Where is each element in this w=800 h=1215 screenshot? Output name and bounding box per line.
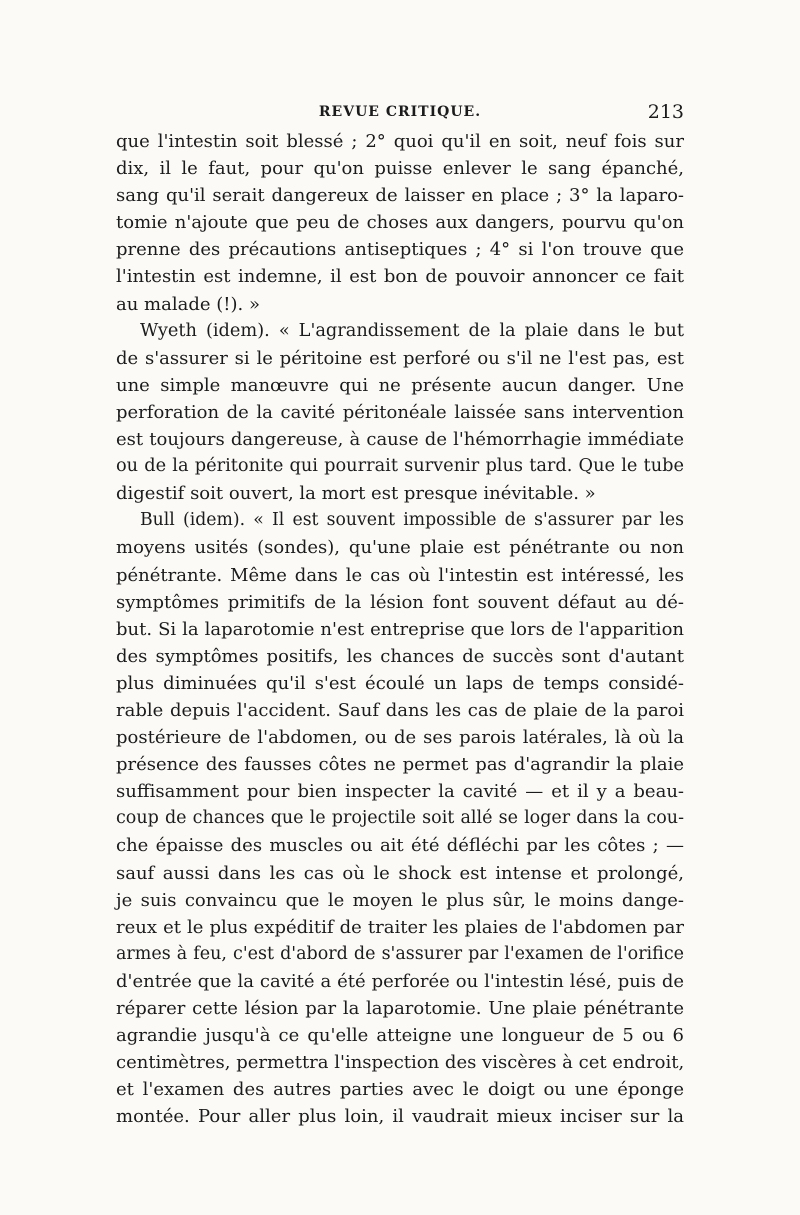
text-line: plus diminuées qu'il s'est écoulé un laps de temps considé-	[116, 672, 684, 694]
running-title: REVUE CRITIQUE.	[318, 104, 482, 120]
page-number: 213	[647, 101, 684, 123]
text-line: je suis convaincu que le moyen le plus sûr, le moins dange-	[116, 889, 684, 911]
text-line: rable depuis l'accident. Sauf dans les cas de plaie de la paroi	[116, 699, 684, 721]
text-line: une simple manœuvre qui ne présente aucun danger. Une	[116, 374, 684, 396]
text-line: armes à feu, c'est d'abord de s'assurer par l'examen de l'orifice	[116, 943, 684, 964]
text-line: reux et le plus expéditif de traiter les plaies de l'abdomen par	[116, 916, 684, 938]
text-line: suffisamment pour bien inspecter la cavité — et il y a beau-	[116, 781, 684, 803]
text-line: d'entrée que la cavité a été perforée ou l'intestin lésé, puis de	[116, 970, 684, 992]
text-line: perforation de la cavité péritonéale laissée sans intervention	[116, 401, 684, 423]
text-line: agrandie jusqu'à ce qu'elle atteigne une longueur de 5 ou 6	[116, 1025, 684, 1047]
text-line: prenne des précautions antiseptiques ; 4° si l'on trouve que	[116, 239, 684, 261]
text-line: moyens usités (sondes), qu'une plaie est pénétrante ou non	[116, 537, 684, 559]
body-text	[116, 128, 684, 1130]
text-line: des symptômes positifs, les chances de succès sont d'autant	[116, 645, 684, 667]
text-line: dix, il le faut, pour qu'on puisse enlever le sang épanché,	[116, 158, 684, 180]
text-line: que l'intestin soit blessé ; 2° quoi qu'il en soit, neuf fois sur	[116, 131, 684, 152]
text-line: pénétrante. Même dans le cas où l'intestin est intéressé, les	[116, 564, 684, 586]
text-line: centimètres, permettra l'inspection des viscères à cet endroit,	[116, 1052, 685, 1074]
text-line: présence des fausses côtes ne permet pas d'agrandir la plaie	[116, 754, 684, 776]
text-line: sauf aussi dans les cas où le shock est intense et prolongé,	[116, 862, 684, 884]
text-line: che épaisse des muscles ou ait été défléchi par les côtes ; —	[116, 835, 684, 857]
running-head	[116, 101, 684, 128]
text-line: digestif soit ouvert, la mort est presque inévitable. »	[116, 483, 596, 505]
text-line: l'intestin est indemne, il est bon de pouvoir annoncer ce fait	[116, 266, 684, 288]
text-line: coup de chances que le projectile soit allé se loger dans la cou-	[116, 808, 684, 829]
text-line: est toujours dangereuse, à cause de l'hémorrhagie immédiate	[116, 429, 684, 451]
text-line: et l'examen des autres parties avec le doigt ou une éponge	[116, 1079, 684, 1101]
text-line: au malade (!). »	[116, 293, 260, 315]
text-line: de s'assurer si le péritoine est perforé ou s'il ne l'est pas, est	[116, 347, 684, 369]
text-line: Bull (idem). « Il est souvent impossible de s'assurer par les	[140, 510, 684, 531]
text-line: symptômes primitifs de la lésion font souvent défaut au dé-	[116, 591, 684, 613]
text-line: tomie n'ajoute que peu de choses aux dangers, pourvu qu'on	[116, 212, 684, 234]
text-line: ou de la péritonite qui pourrait survenir plus tard. Que le tube	[116, 456, 684, 477]
text-line: postérieure de l'abdomen, ou de ses parois latérales, là où la	[116, 727, 684, 749]
text-line: but. Si la laparotomie n'est entreprise que lors de l'apparition	[116, 618, 684, 640]
text-line: sang qu'il serait dangereux de laisser en place ; 3° la laparo-	[116, 185, 684, 207]
text-line: montée. Pour aller plus loin, il vaudrait mieux inciser sur la	[116, 1106, 684, 1128]
text-line: réparer cette lésion par la laparotomie. Une plaie pénétrante	[116, 998, 684, 1019]
text-line: Wyeth (idem). « L'agrandissement de la plaie dans le but	[140, 320, 684, 341]
